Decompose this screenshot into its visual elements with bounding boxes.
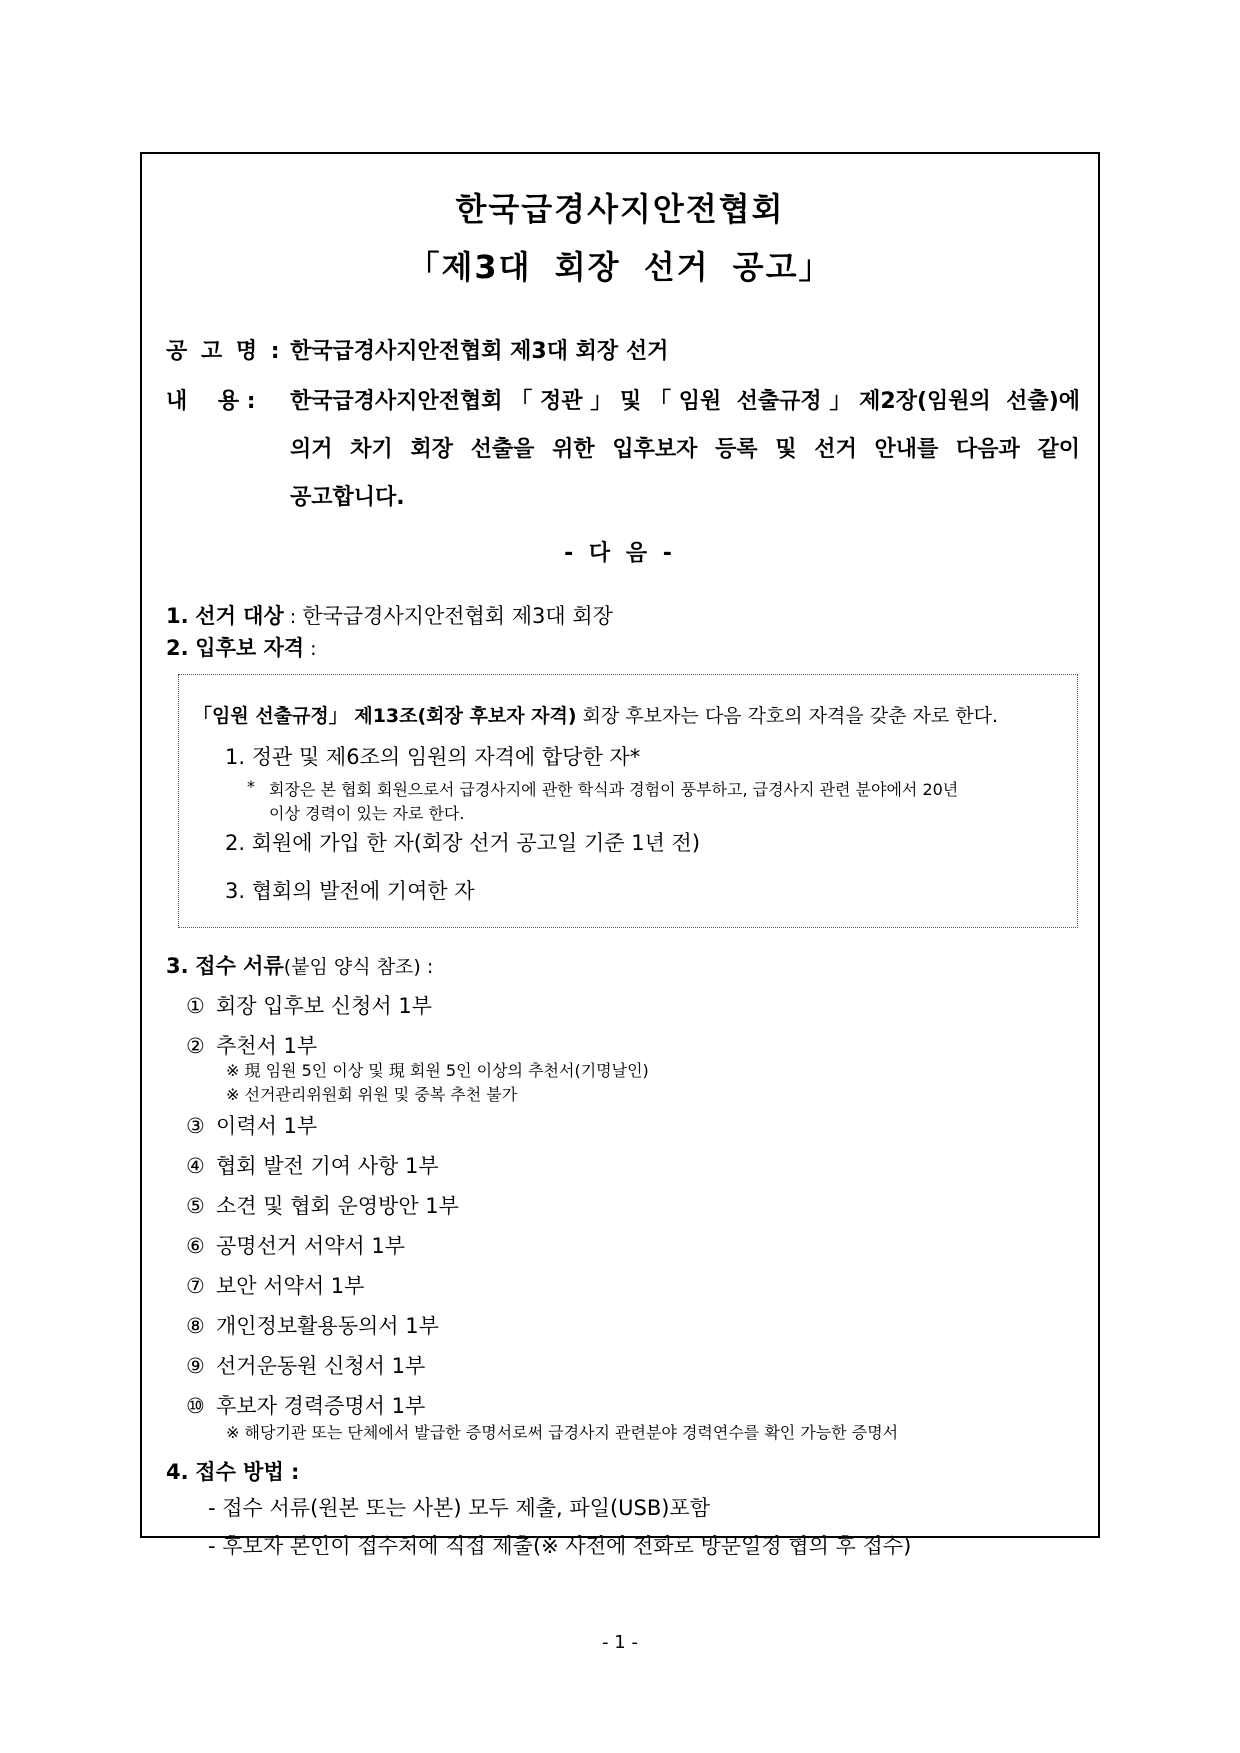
- document-item-6-text: 공명선거 서약서 1부: [216, 1234, 405, 1258]
- document-note-2b: ※ 선거관리위원회 위원 및 중복 추천 불가: [226, 1085, 518, 1104]
- document-item-7: [186, 1270, 364, 1300]
- document-item-3-text: 이력서 1부: [216, 1114, 318, 1138]
- notice-frame: [140, 152, 1100, 1558]
- document-item-2: [186, 1030, 317, 1060]
- section-2-num: 2.: [166, 636, 189, 660]
- section-1-colon: :: [283, 606, 303, 628]
- document-item-9: [186, 1350, 425, 1380]
- section-2-colon: :: [304, 638, 317, 660]
- notice-name-label: 공 고 명 :: [166, 339, 280, 364]
- method-line-1: - 접수 서류(원본 또는 사본) 모두 제출, 파일(USB)포함: [208, 1496, 711, 1520]
- document-item-9-text: 선거운동원 신청서 1부: [216, 1354, 426, 1378]
- section-3-paren: (붙임 양식 참조) :: [283, 956, 434, 978]
- document-item-10: [186, 1390, 425, 1420]
- notice-content-line-3: 공고합니다.: [290, 485, 405, 510]
- document-item-8-text: 개인정보활용동의서 1부: [216, 1314, 439, 1338]
- section-4-title: 접수 방법 :: [195, 1460, 300, 1484]
- notice-title: 「제3대 회장 선거 공고」: [407, 248, 833, 286]
- document-item-4-mark: ④: [186, 1154, 205, 1178]
- document-item-2-text: 추천서 1부: [216, 1034, 318, 1058]
- qualification-note-mark: *: [247, 777, 255, 796]
- document-item-3-mark: ③: [186, 1114, 205, 1138]
- page-number: - 1 -: [602, 1632, 638, 1653]
- qualification-note-line-1: 회장은 본 협회 회원으로서 급경사지에 관한 학식과 경험이 풍부하고, 급경사지 관련 분야에서 20년: [269, 780, 959, 799]
- section-2-title: 입후보 자격: [195, 636, 305, 660]
- document-item-4-text: 협회 발전 기여 사항 1부: [216, 1154, 439, 1178]
- org-title: 한국급경사지안전협회: [455, 190, 785, 228]
- document-item-4: [186, 1150, 439, 1180]
- notice-content-line-1: 한국급경사지안전협회「정관」및「임원 선출규정」제2장(임원의 선출)에: [290, 389, 1080, 414]
- document-item-9-mark: ⑨: [186, 1354, 205, 1378]
- document-note-2a: ※ 現 임원 5인 이상 및 現 회원 5인 이상의 추천서(기명날인): [226, 1061, 649, 1080]
- section-4-line: [166, 1456, 299, 1486]
- document-item-5-text: 소견 및 협회 운영방안 1부: [216, 1194, 459, 1218]
- qualification-item-2: 2. 회원에 가입 한 자(회장 선거 공고일 기준 1년 전): [225, 831, 701, 855]
- document-item-3: [186, 1110, 317, 1140]
- qualification-box: [178, 674, 1078, 928]
- document-item-5: [186, 1190, 459, 1220]
- section-4-num: 4.: [166, 1460, 189, 1484]
- document-item-5-mark: ⑤: [186, 1194, 205, 1218]
- document-item-6-mark: ⑥: [186, 1234, 205, 1258]
- qualification-heading-rest: 회장 후보자는 다음 각호의 자격을 갖춘 자로 한다.: [576, 705, 999, 727]
- section-2-line: [166, 632, 316, 662]
- document-item-8-mark: ⑧: [186, 1314, 205, 1338]
- notice-content-line-2: 의거 차기 회장 선출을 위한 입후보자 등록 및 선거 안내를 다음과 같이: [290, 437, 1080, 462]
- document-item-1: [186, 990, 432, 1020]
- document-item-10-mark: ⑩: [186, 1394, 205, 1418]
- section-1-num: 1.: [166, 604, 189, 628]
- section-1-title: 선거 대상: [195, 604, 284, 628]
- qualification-note-line-2: 이상 경력이 있는 자로 한다.: [269, 804, 465, 823]
- document-item-6: [186, 1230, 405, 1260]
- qualification-item-1: 1. 정관 및 제6조의 임원의 자격에 합당한 자*: [225, 745, 641, 769]
- document-item-10-text: 후보자 경력증명서 1부: [216, 1394, 426, 1418]
- document-item-7-text: 보안 서약서 1부: [216, 1274, 365, 1298]
- document-item-8: [186, 1310, 439, 1340]
- qualification-item-3: 3. 협회의 발전에 기여한 자: [225, 879, 475, 903]
- qualification-heading: [193, 701, 998, 728]
- document-item-7-mark: ⑦: [186, 1274, 205, 1298]
- separator-heading: - 다 음 -: [564, 541, 676, 566]
- section-1-line: [166, 600, 613, 630]
- notice-name-value: 한국급경사지안전협회 제3대 회장 선거: [290, 339, 669, 364]
- qualification-heading-bold: 「임원 선출규정」 제13조(회장 후보자 자격): [193, 705, 577, 727]
- document-item-1-mark: ①: [186, 994, 205, 1018]
- section-3-title: 접수 서류: [195, 954, 284, 978]
- document-note-10: ※ 해당기관 또는 단체에서 발급한 증명서로써 급경사지 관련분야 경력연수를 확인 가능한 증명서: [226, 1423, 899, 1442]
- section-3-line: [166, 950, 433, 980]
- method-line-2: - 후보자 본인이 접수처에 직접 제출(※ 사전에 전화로 방문일정 협의 후 접수): [208, 1534, 912, 1558]
- document-item-2-mark: ②: [186, 1034, 205, 1058]
- section-3-num: 3.: [166, 954, 189, 978]
- section-1-value: 한국급경사지안전협회 제3대 회장: [302, 604, 613, 628]
- document-item-1-text: 회장 입후보 신청서 1부: [216, 994, 432, 1018]
- notice-content-label: 내 용 :: [166, 389, 256, 414]
